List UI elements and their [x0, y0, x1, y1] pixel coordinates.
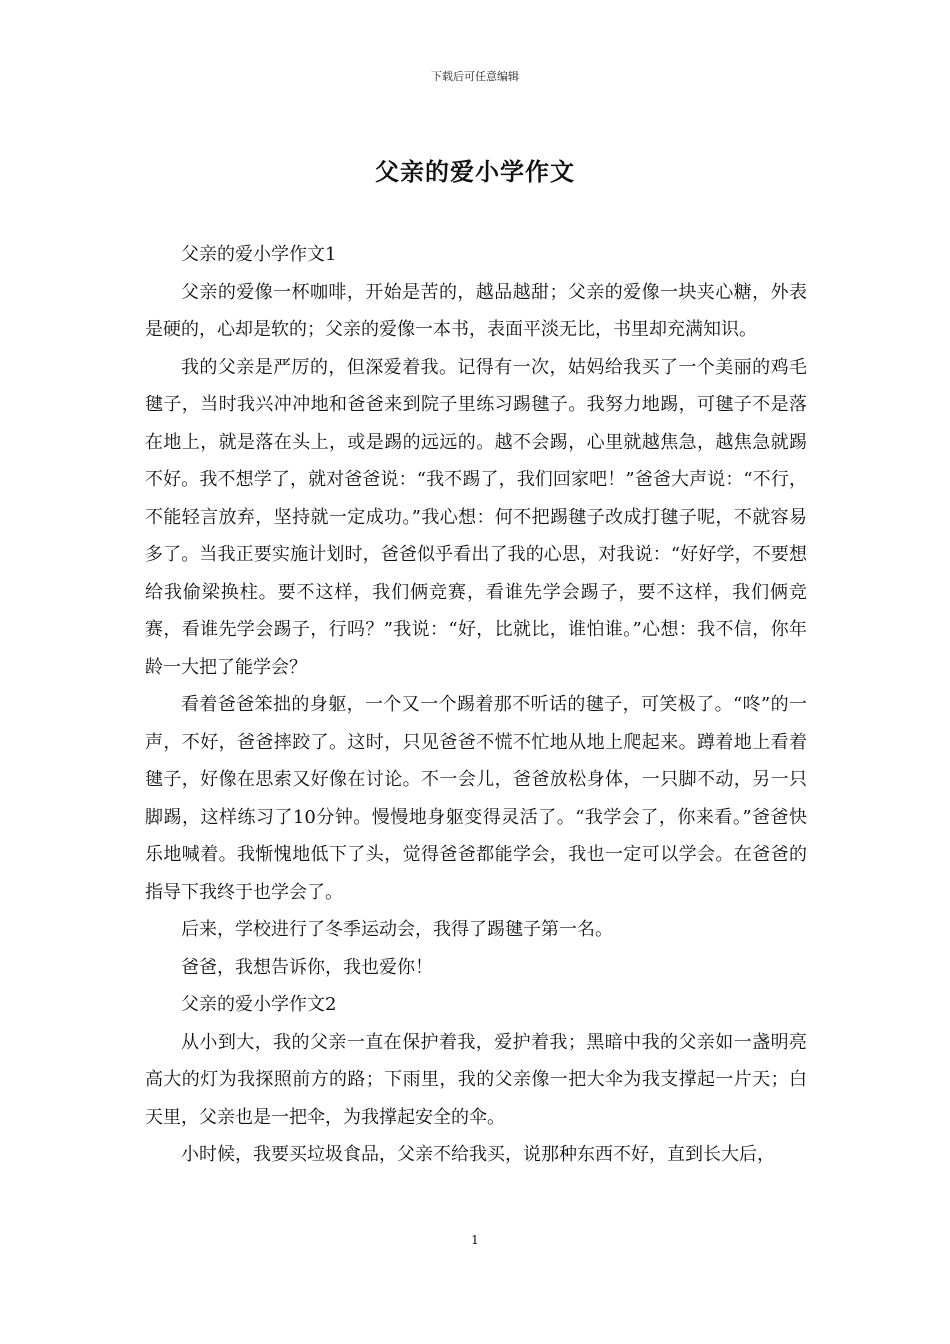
paragraph: 我的父亲是严厉的，但深爱着我。记得有一次，姑妈给我买了一个美丽的鸡毛毽子，当时我兴冲冲地和爸爸来到院子里练习踢毽子。我努力地踢，可毽子不是落在地上，就是落在头上，或是踢的远远的。越不会踢，心里就越焦急，越焦急就踢不好。我不想学了，就对爸爸说：“我不踢了，我们回家吧！”爸爸大声说：“不行，不能轻言放弃，坚持就一定成功。”我心想：何不把踢毽子改成打毽子呢，不就容易多了。当我正要实施计划时，爸爸似乎看出了我的心思，对我说：“好好学，不要想给我偷梁换柱。要不这样，我们俩竞赛，看谁先学会踢子，要不这样，我们俩竞赛，看谁先学会踢子，行吗？”我说：“好，比就比，谁怕谁。”心想：我不信，你年龄一大把了能学会？	[145, 356, 807, 678]
section-heading: 父亲的爱小学作文1	[181, 244, 337, 265]
paragraph: 爸爸，我想告诉你，我也爱你！	[181, 956, 433, 978]
paragraph: 后来，学校进行了冬季运动会，我得了踢毽子第一名。	[181, 919, 613, 940]
paragraph: 看着爸爸笨拙的身躯，一个又一个踢着那不听话的毽子，可笑极了。“咚”的一声，不好，爸爸摔跤了。这时，只见爸爸不慌不忙地从地上爬起来。蹲着地上看着毽子，好像在思索又好像在讨论。不一会儿，爸爸放松身体，一只脚不动，另一只脚踢，这样练习了10分钟。慢慢地身躯变得灵活了。“我学会了，你来看。”爸爸快乐地喊着。我惭愧地低下了头，觉得爸爸都能学会，我也一定可以学会。在爸爸的指导下我终于也学会了。	[145, 694, 807, 903]
paragraph: 父亲的爱像一杯咖啡，开始是苦的，越品越甜；父亲的爱像一块夹心糖，外表是硬的，心却是软的；父亲的爱像一本书，表面平淡无比，书里却充满知识。	[145, 281, 807, 340]
document-body	[145, 236, 807, 1174]
document-title: 父亲的爱小学作文	[375, 157, 575, 186]
section-heading: 父亲的爱小学作文2	[181, 994, 337, 1015]
paragraph: 从小到大，我的父亲一直在保护着我，爱护着我；黑暗中我的父亲如一盏明亮高大的灯为我探照前方的路；下雨里，我的父亲像一把大伞为我支撑起一片天；白天里，父亲也是一把伞，为我撑起安全的伞。	[145, 1031, 807, 1128]
header-note: 下载后可任意编辑	[431, 70, 519, 83]
paragraph: 小时候，我要买垃圾食品，父亲不给我买，说那种东西不好，直到长大后，	[181, 1144, 775, 1165]
page-number: 1	[471, 1233, 479, 1247]
